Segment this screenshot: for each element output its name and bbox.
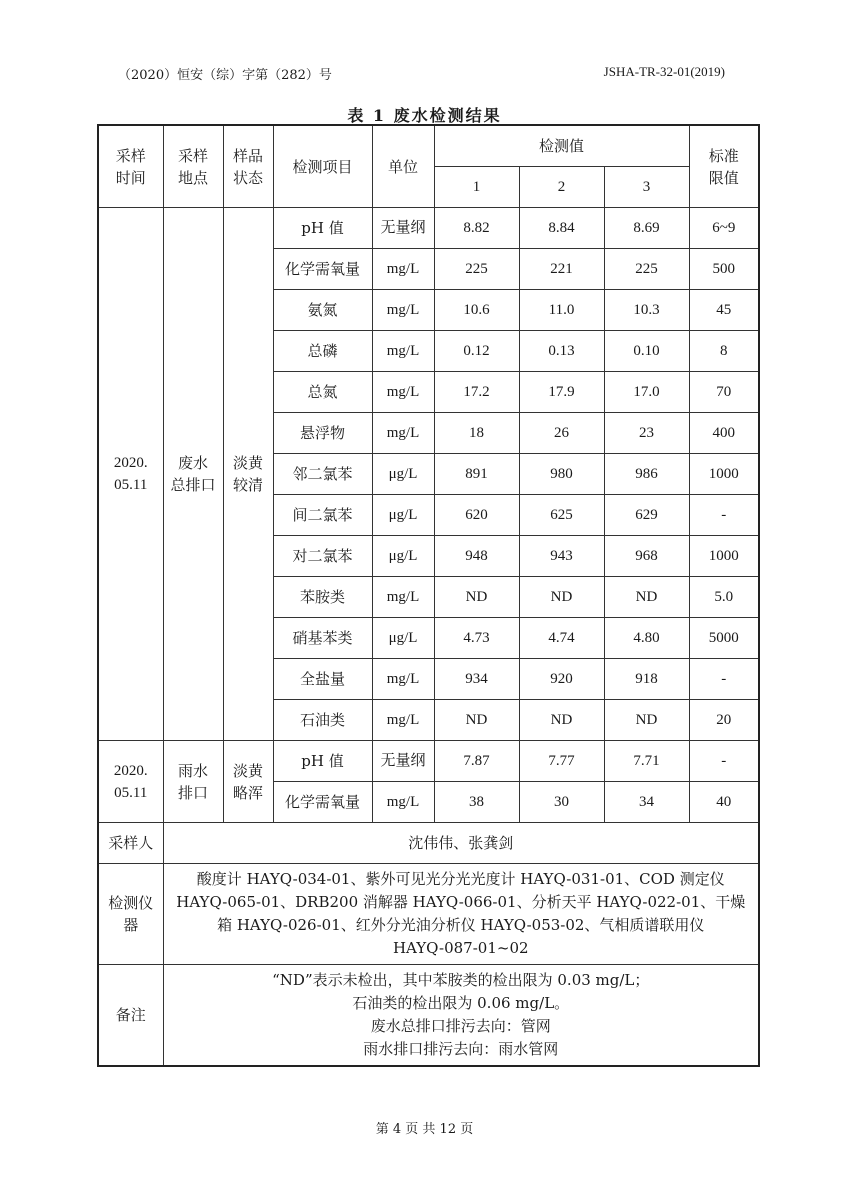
header-item: 检测项目 xyxy=(273,125,372,208)
cell-value-2: 920 xyxy=(519,659,604,700)
cell-item: 间二氯苯 xyxy=(273,495,372,536)
header-limit xyxy=(689,125,759,208)
cell-value-3: 225 xyxy=(604,249,689,290)
cell-item: 氨氮 xyxy=(273,290,372,331)
instruments-line: HAYQ-065-01、DRB200 消解器 HAYQ-066-01、分析天平 HAYQ-022-01、干燥 xyxy=(176,893,746,911)
header-measure-3: 3 xyxy=(604,167,689,208)
instruments-label xyxy=(98,864,163,965)
header-sample-state xyxy=(223,125,273,208)
group-date: 2020. 05.11 xyxy=(98,208,163,741)
group-state: 淡黄 较清 xyxy=(223,208,273,741)
instruments-line: HAYQ-087-01~02 xyxy=(392,939,529,957)
cell-unit: μg/L xyxy=(372,618,434,659)
header-sample-site xyxy=(163,125,223,208)
remarks-line: 石油类的检出限为 0.06 mg/L。 xyxy=(352,994,570,1012)
header-sample-time xyxy=(98,125,163,208)
cell-limit: 8 xyxy=(689,331,759,372)
group-site: 废水 总排口 xyxy=(163,208,223,741)
cell-value-1: 8.82 xyxy=(434,208,519,249)
cell-limit: 5.0 xyxy=(689,577,759,618)
cell-value-3: 968 xyxy=(604,536,689,577)
remarks-value xyxy=(163,965,759,1067)
cell-unit: μg/L xyxy=(372,536,434,577)
cell-value-2: ND xyxy=(519,700,604,741)
document-number: （2020）恒安（综）字第（282）号 xyxy=(118,68,332,83)
remarks-line: “ND”表示未检出，其中苯胺类的检出限为 0.03 mg/L； xyxy=(272,971,650,989)
header-measure-1: 1 xyxy=(434,167,519,208)
cell-value-1: 17.2 xyxy=(434,372,519,413)
sampler-label: 采样人 xyxy=(98,823,163,864)
page-footer: 第 4 页 共 12 页 xyxy=(375,1122,474,1137)
cell-value-1: 891 xyxy=(434,454,519,495)
cell-value-3: 986 xyxy=(604,454,689,495)
cell-limit: 1000 xyxy=(689,454,759,495)
cell-limit: 20 xyxy=(689,700,759,741)
cell-value-2: 7.77 xyxy=(519,741,604,782)
header-limit-label: 标准限值 xyxy=(708,146,739,187)
instruments-label-text: 检测仪器 xyxy=(108,894,154,934)
cell-limit: 5000 xyxy=(689,618,759,659)
header-sample-state-label: 样品状态 xyxy=(232,146,263,187)
cell-limit: 1000 xyxy=(689,536,759,577)
cell-value-2: 8.84 xyxy=(519,208,604,249)
cell-value-2: 11.0 xyxy=(519,290,604,331)
cell-value-3: 10.3 xyxy=(604,290,689,331)
cell-unit: mg/L xyxy=(372,577,434,618)
cell-item: 全盐量 xyxy=(273,659,372,700)
cell-value-1: 18 xyxy=(434,413,519,454)
cell-value-1: 7.87 xyxy=(434,741,519,782)
table-row xyxy=(98,208,759,249)
group-date: 2020. 05.11 xyxy=(98,741,163,823)
cell-value-1: 0.12 xyxy=(434,331,519,372)
cell-value-3: 629 xyxy=(604,495,689,536)
cell-limit: - xyxy=(689,495,759,536)
cell-limit: 500 xyxy=(689,249,759,290)
cell-value-1: 934 xyxy=(434,659,519,700)
header-unit: 单位 xyxy=(372,125,434,208)
cell-value-1: 10.6 xyxy=(434,290,519,331)
cell-unit: μg/L xyxy=(372,454,434,495)
cell-item: 石油类 xyxy=(273,700,372,741)
cell-value-1: 225 xyxy=(434,249,519,290)
cell-value-3: 7.71 xyxy=(604,741,689,782)
cell-value-1: ND xyxy=(434,700,519,741)
cell-item: pH 值 xyxy=(273,208,372,249)
header-sample-time-label: 采样时间 xyxy=(115,146,146,187)
remarks-line: 废水总排口排污去向：管网 xyxy=(370,1017,551,1035)
cell-value-3: 4.80 xyxy=(604,618,689,659)
cell-limit: 400 xyxy=(689,413,759,454)
instruments-line: 箱 HAYQ-026-01、红外分光油分析仪 HAYQ-053-02、气相质谱联用仪 xyxy=(217,916,705,934)
cell-value-2: 625 xyxy=(519,495,604,536)
cell-value-3: ND xyxy=(604,577,689,618)
remarks-label: 备注 xyxy=(98,965,163,1067)
cell-limit: 45 xyxy=(689,290,759,331)
report-code: JSHA-TR-32-01(2019) xyxy=(603,64,725,79)
cell-limit: 70 xyxy=(689,372,759,413)
cell-value-2: 4.74 xyxy=(519,618,604,659)
cell-value-3: 17.0 xyxy=(604,372,689,413)
cell-value-2: ND xyxy=(519,577,604,618)
cell-value-1: ND xyxy=(434,577,519,618)
cell-value-1: 620 xyxy=(434,495,519,536)
cell-item: 总氮 xyxy=(273,372,372,413)
header-measure-2: 2 xyxy=(519,167,604,208)
wastewater-results-table xyxy=(97,124,760,1067)
cell-unit: mg/L xyxy=(372,249,434,290)
cell-value-1: 4.73 xyxy=(434,618,519,659)
cell-value-1: 948 xyxy=(434,536,519,577)
cell-item: 总磷 xyxy=(273,331,372,372)
instruments-line: 酸度计 HAYQ-034-01、紫外可见光分光光度计 HAYQ-031-01、COD 测定仪 xyxy=(196,870,725,888)
cell-value-2: 26 xyxy=(519,413,604,454)
cell-unit: 无量纲 xyxy=(372,741,434,782)
cell-unit: mg/L xyxy=(372,290,434,331)
cell-item: 化学需氧量 xyxy=(273,249,372,290)
cell-value-3: ND xyxy=(604,700,689,741)
cell-value-2: 30 xyxy=(519,782,604,823)
cell-unit: mg/L xyxy=(372,331,434,372)
cell-value-2: 980 xyxy=(519,454,604,495)
cell-unit: mg/L xyxy=(372,659,434,700)
header-measured: 检测值 xyxy=(434,125,689,167)
cell-unit: μg/L xyxy=(372,495,434,536)
cell-limit: - xyxy=(689,659,759,700)
cell-limit: 40 xyxy=(689,782,759,823)
cell-value-3: 23 xyxy=(604,413,689,454)
cell-unit: mg/L xyxy=(372,700,434,741)
cell-item: 化学需氧量 xyxy=(273,782,372,823)
cell-value-1: 38 xyxy=(434,782,519,823)
cell-item: 硝基苯类 xyxy=(273,618,372,659)
cell-item: 悬浮物 xyxy=(273,413,372,454)
group-site: 雨水 排口 xyxy=(163,741,223,823)
table-row xyxy=(98,741,759,782)
sampler-value: 沈伟伟、张龚剑 xyxy=(163,823,759,864)
instruments-value xyxy=(163,864,759,965)
cell-limit: 6~9 xyxy=(689,208,759,249)
table-title: 表 1 废水检测结果 xyxy=(347,106,502,125)
cell-value-2: 0.13 xyxy=(519,331,604,372)
remarks-line: 雨水排口排污去向：雨水管网 xyxy=(363,1040,559,1058)
cell-unit: 无量纲 xyxy=(372,208,434,249)
cell-value-3: 8.69 xyxy=(604,208,689,249)
cell-value-3: 918 xyxy=(604,659,689,700)
group-state: 淡黄 略浑 xyxy=(223,741,273,823)
cell-unit: mg/L xyxy=(372,372,434,413)
cell-value-2: 17.9 xyxy=(519,372,604,413)
cell-item: 邻二氯苯 xyxy=(273,454,372,495)
cell-value-3: 0.10 xyxy=(604,331,689,372)
cell-item: 苯胺类 xyxy=(273,577,372,618)
header-sample-site-label: 采样地点 xyxy=(177,146,208,187)
cell-unit: mg/L xyxy=(372,782,434,823)
cell-unit: mg/L xyxy=(372,413,434,454)
cell-value-2: 221 xyxy=(519,249,604,290)
cell-item: 对二氯苯 xyxy=(273,536,372,577)
cell-value-2: 943 xyxy=(519,536,604,577)
cell-limit: - xyxy=(689,741,759,782)
cell-value-3: 34 xyxy=(604,782,689,823)
cell-item: pH 值 xyxy=(273,741,372,782)
